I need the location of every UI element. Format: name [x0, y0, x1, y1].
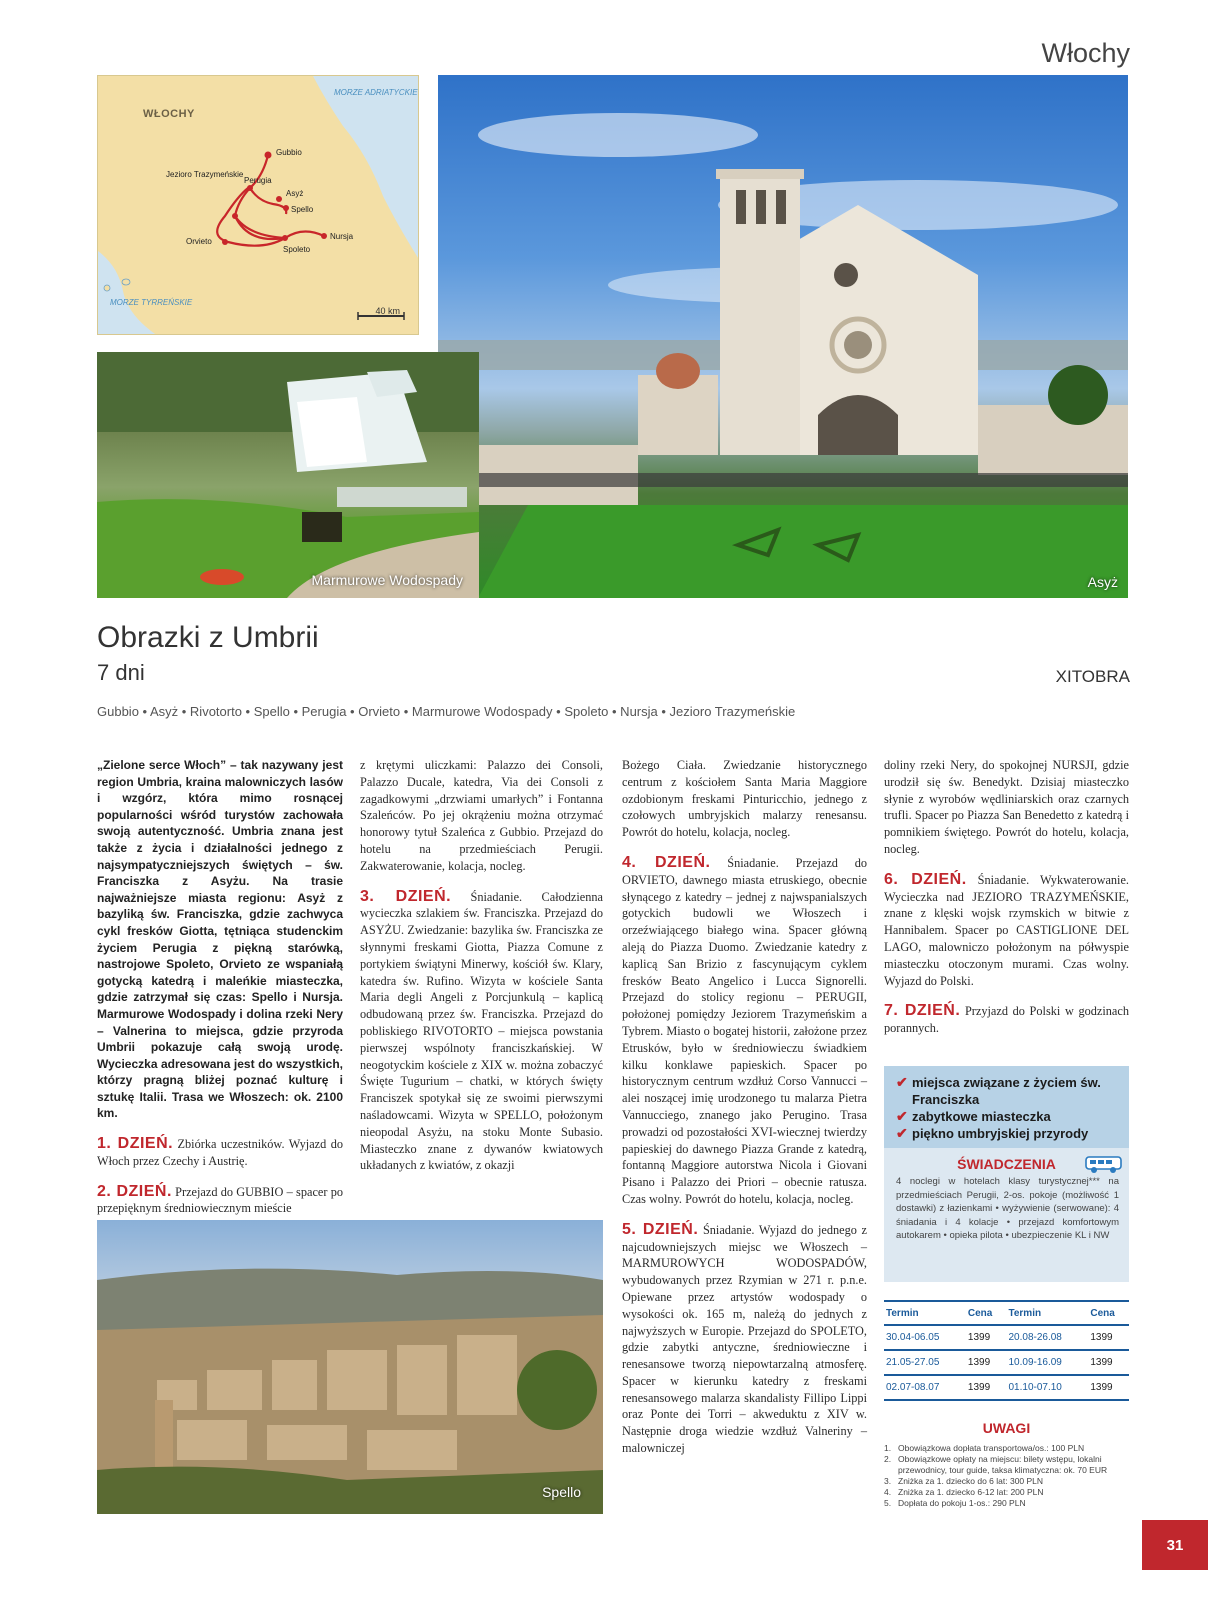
- day-6-text: Śniadanie. Wykwaterowanie. Wycieczka nad JEZIORO TRAZYMEŃSKIE, znane z klęski wojsk rzymskich w bitwie z Hannibalem. Spacer po CASTIGLIONE DEL LAGO, malowniczo położonym na półwyspie miasteczku otoczonym murami. Czas wolny. Wyjazd do Polski.: [884, 872, 1129, 988]
- day-4-text: Śniadanie. Przejazd do ORVIETO, dawnego miasta etruskiego, obecnie słynącego z katedry – jednej z najwspanialszych gotyckich budowli we Włoszech i orzeźwiającego białego wina. Spacer główną aleją do Piazza Duomo. Zwiedzanie katedry z kaplicą San Brizio z fascynującym cyklem fresków Beato Angelico i Lucca Signorelli. Przejazd do stolicy regionu – PERUGII, położonej pomiędzy Jeziorem Trazymeńskim a Tybrem. Miasto o bogatej historii, założone przez Etrusków, było w średniowieczu świadkiem kilku konklawe papieskich. Spacer po historycznym centrum wzdłuż Corso Vannucci – alei noszącej imię urodzonego tu malarza Pietra Vannucciego, znanego jako Perugino. Trasa prowadzi od pozostałości XVI-wiecznej twierdzy papieskiej do dawnego Piazza Grande z katedrą, fontanną Maggiore autorstwa Nicola i Giovani Pisano i Palazzo dei Priori – obecnie ratusza. Czas wolny. Powrót do hotelu, kolacja, nocleg.: [622, 855, 868, 1206]
- term-cell: 01.10-07.10: [1006, 1375, 1088, 1400]
- day-3-text-continued: Bożego Ciała. Zwiedzanie historycznego centrum z kościołem Santa Maria Maggiore ozdobionym freskami Pinturicchio, jednego z czołowych umbryjskich malarzy renesansu. Powrót do hotelu, kolacja, nocleg.: [622, 758, 867, 840]
- list-item: 5. Dopłata do pokoju 1-os.: 290 PLN: [884, 1498, 1026, 1508]
- list-item: 1. Obowiązkowa dopłata transportowa/os.: 100 PLN: [884, 1443, 1085, 1453]
- list-item: 2. Obowiązkowe opłaty na miejscu: bilety wstępu, lokalni przewodnicy, tour guide, taksa klimatyczna: ok. 70 EUR: [884, 1454, 1108, 1475]
- check-icon: ✔: [896, 1108, 908, 1124]
- country-title: Włochy: [1041, 38, 1130, 68]
- check-icon: ✔: [896, 1125, 908, 1141]
- list-item: 3. Zniżka za 1. dziecko do 6 lat: 300 PLN: [884, 1476, 1044, 1486]
- photo-spello-caption: Spello: [542, 1484, 581, 1500]
- photo-spello: [97, 1220, 603, 1514]
- map-scale: 40 km: [375, 306, 400, 316]
- trip-duration: 7 dni: [97, 660, 145, 685]
- day-1-text: Zbiórka uczestników. Wyjazd do Włoch przez Czechy i Austrię.: [97, 1137, 343, 1168]
- map-city-orvieto: Orvieto: [186, 237, 212, 246]
- services-text: 4 noclegi w hotelach klasy turystycznej*** na przedmieściach Perugii, 2-os. pokoje (możliwość 1 dostawki) z łazienkami • wyżywienie (serwowane): 4 śniadania i 4 kolacje • przejazd komfortowym autokarem • opieka pilota • ubezpieczenie KL i NW: [896, 1176, 1119, 1241]
- highlight-item: ✔ piękno umbryjskiej przyrody: [896, 1125, 1089, 1141]
- column-3: [622, 757, 867, 1457]
- day-7-heading: 7. DZIEŃ.: [884, 1002, 961, 1020]
- table-row: [884, 1375, 1129, 1400]
- day-1: [97, 1136, 343, 1170]
- column-1: [97, 757, 343, 1217]
- day-3-text: Śniadanie. Całodzienna wycieczka szlakiem św. Franciszka. Przejazd do ASYŻU. Zwiedzanie: bazylika św. Franciszka ze słynnymi freskami Giotta, Piazza Comune z portykiem świątyni Minerwy, kościół św. Klary, katedra św. Rufino. Wizyta w kościele Santa Maria degli Angeli z Porcjunkulą – kaplicą odbudowaną przez św. Franciszka. Przejazd do pobliskiego RIVOTORTO – miejsca powstania pierwszej wspólnoty franciszkańskiej. W neogotyckim kościele z XIX w. można zobaczyć Święte Tugurium – chatki, w których święty Franciszek spotykał się ze swoimi pierwszymi naśladowcami. Wizyta w SPELLO, położonym nieopodal Asyżu, na stoku Monte Subasio. Miasteczko znane z dywanów kwiatowych układanych z kwiatów, z okazji: [360, 889, 603, 1173]
- photo-spello-graphic: [97, 1220, 603, 1514]
- day-5-text-continued: doliny rzeki Nery, do spokojnej NURSJI, gdzie urodził się św. Benedykt. Dzisiaj miasteczko słynie z wyrobów wędliniarskich oraz czarnych trufli. Spacer po Piazza San Benedetto z katedrą i pomnikiem świętego. Powrót do hotelu, kolacja, nocleg.: [884, 758, 1129, 856]
- map-city-perugia: Perugia: [244, 176, 272, 185]
- trip-route: Gubbio • Asyż • Rivotorto • Spello • Perugia • Orvieto • Marmurowe Wodospady • Spoleto • Nursja • Jezioro Trazymeńskie: [97, 704, 796, 719]
- day-7-text: Przyjazd do Polski w godzinach porannych.: [884, 1004, 1129, 1036]
- photo-falls-caption: Marmurowe Wodospady: [311, 572, 463, 588]
- photo-assisi-caption: Asyż: [1087, 574, 1118, 590]
- day-6: [884, 872, 1129, 990]
- day-5: [622, 1222, 867, 1457]
- day-2-text-continued: z krętymi uliczkami: Palazzo dei Consoli, Palazzo Ducale, katedra, Via dei Consoli z zagadkowymi „drzwiami umarłych” i Fontanna Szaleńców. Po jej okrążeniu można otrzymać honorowy tytuł Szaleńca z Gubbio. Przejazd do hotelu na przedmieściach Perugii. Zakwaterowanie, kolacja, nocleg.: [360, 758, 603, 873]
- day-5-text: Śniadanie. Wyjazd do jednego z najcudowniejszych miejsc we Włoszech – MARMUROWYCH WODOSPADÓW, wybudowanych przez Rzymian w 271 r. p.n.e. Opiewane przez artystów wodospady o wysokości ok. 165 m, należą do jednych z najwyższych w Europie. Przejazd do SPOLETO, gdzie zabytki antyczne, średniowieczne i renesansowe tworzą niepowtarzalną atmosferę. Spacer w kierunku katedry z freskami renesansowego malarza skandalisty Fillipo Lippi oraz Ponte dei Torri – akweduktu z XIV w. Następnie droga wiedzie wzdłuż Valneriny – malowniczej: [622, 1222, 867, 1456]
- photo-assisi-graphic: [438, 75, 1128, 598]
- trip-title: Obrazki z Umbrii: [97, 621, 319, 654]
- header-term: Termin: [884, 1301, 966, 1325]
- notes-list: [884, 1443, 1129, 1509]
- term-cell: 10.09-16.09: [1006, 1350, 1088, 1375]
- term-cell: 30.04-06.05: [884, 1325, 966, 1350]
- check-icon: ✔: [896, 1074, 908, 1090]
- price-cell: 1399: [1088, 1350, 1129, 1375]
- route-map: [97, 75, 419, 335]
- map-city-norcia: Nursja: [330, 232, 354, 241]
- price-table-header: [884, 1301, 1129, 1325]
- day-2-text: Przejazd do GUBBIO – spacer po przepięknym średniowiecznym mieście: [97, 1184, 343, 1216]
- day-6-heading: 6. DZIEŃ.: [884, 870, 967, 888]
- day-4: [622, 855, 867, 1208]
- day-3-heading: 3. DZIEŃ.: [360, 887, 452, 905]
- bus-icon: [1085, 1156, 1123, 1174]
- day-2-heading: 2. DZIEŃ.: [97, 1182, 172, 1200]
- map-sea-tyrrhenian: MORZE TYRREŃSKIE: [110, 298, 193, 307]
- list-item: 4. Zniżka za 1. dziecko 6-12 lat: 200 PLN: [884, 1487, 1044, 1497]
- term-cell: 21.05-27.05: [884, 1350, 966, 1375]
- highlights-list: [884, 1066, 1129, 1148]
- day-1-heading: 1. DZIEŃ.: [97, 1135, 174, 1153]
- map-city-trasimeno: Jezioro Trazymeńskie: [166, 170, 244, 179]
- photo-marble-falls: [97, 352, 479, 598]
- services-title: ŚWIADCZENIA: [957, 1156, 1056, 1172]
- price-cell: 1399: [1088, 1325, 1129, 1350]
- day-3: [360, 889, 603, 1175]
- highlights-box: [884, 1066, 1129, 1282]
- term-cell: 20.08-26.08: [1006, 1325, 1088, 1350]
- header-price: Cena: [966, 1301, 1007, 1325]
- map-country-label: WŁOCHY: [143, 108, 195, 120]
- term-cell: 02.07-08.07: [884, 1375, 966, 1400]
- day-4-heading: 4. DZIEŃ.: [622, 853, 711, 871]
- intro-text: „Zielone serce Włoch” – tak nazywany jest region Umbria, kraina malowniczych lasów i wzgórz, która mimo rosnącej popularności wśród turystów zachowała swoją autentyczność. Umbria znana jest także z życia i działalności jednego z najsympatyczniejszych świętych – św. Franciszka z Asyżu. Na trasie najważniejsze miasta regionu: Asyż z bazyliką św. Franciszka, gdzie zachwyca cykl fresków Giotta, tętniąca studenckim życiem Perugia z piękną starówką, nastrojowe Spoleto, Orvieto ze wspaniałą gotycką katedrą i maleńkie miasteczka, gdzie zatrzymał się czas: Spello i Nursja. Marmurowe Wodospady i dolina rzeki Nery – Valnerina to miejsca, gdzie przyroda Umbrii pokazuje całą swoją urodę. Wycieczka adresowana jest do wszystkich, którzy pragną bliżej poznać kulturę i sztukę Italii. Trasa we Włoszech: ok. 2100 km.: [97, 758, 343, 1121]
- price-cell: 1399: [1088, 1375, 1129, 1400]
- map-city-spoleto: Spoleto: [283, 245, 311, 254]
- notes-title: UWAGI: [982, 1420, 1031, 1436]
- column-4: [884, 757, 1129, 1037]
- price-table: [884, 1300, 1129, 1401]
- day-2: [97, 1184, 343, 1218]
- header-term: Termin: [1006, 1301, 1088, 1325]
- day-5-heading: 5. DZIEŃ.: [622, 1220, 699, 1238]
- column-2: [360, 757, 603, 1174]
- table-row: [884, 1350, 1129, 1375]
- map-city-spello: Spello: [291, 205, 314, 214]
- header-price: Cena: [1088, 1301, 1129, 1325]
- page-number: 31: [1142, 1520, 1208, 1570]
- table-row: [884, 1325, 1129, 1350]
- highlight-item: ✔ zabytkowe miasteczka: [896, 1108, 1051, 1124]
- price-cell: 1399: [966, 1325, 1007, 1350]
- price-cell: 1399: [966, 1375, 1007, 1400]
- day-7: [884, 1003, 1129, 1037]
- map-city-assisi: Asyż: [286, 189, 304, 198]
- map-sea-adriatic: MORZE ADRIATYCKIE: [334, 88, 418, 97]
- photo-falls-graphic: [97, 352, 479, 598]
- photo-assisi: [438, 75, 1128, 598]
- trip-code: XITOBRA: [1055, 667, 1130, 686]
- price-cell: 1399: [966, 1350, 1007, 1375]
- map-city-gubbio: Gubbio: [276, 148, 302, 157]
- highlight-item: ✔ miejsca związane z życiem św. Franciszka: [896, 1074, 1101, 1107]
